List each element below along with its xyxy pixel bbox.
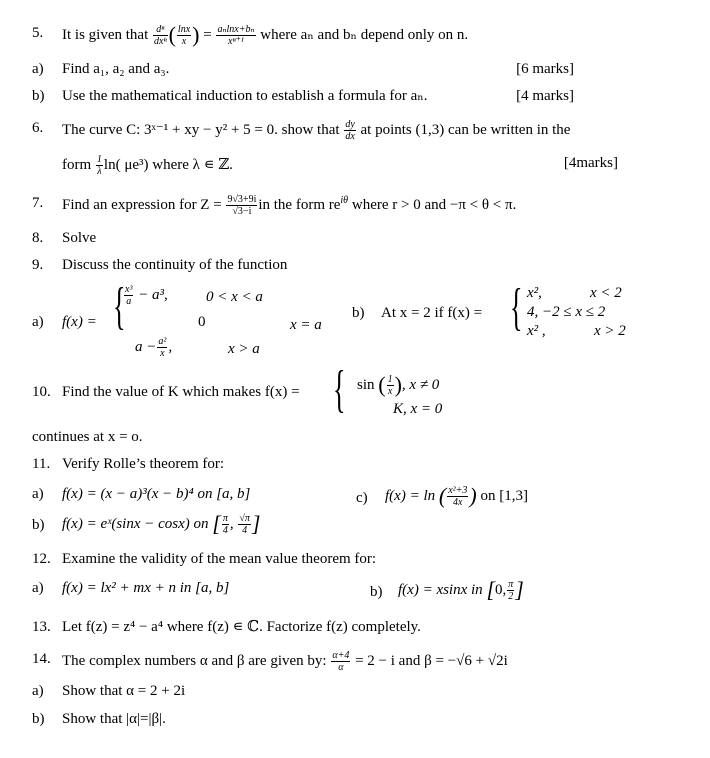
question-text: Solve — [62, 230, 97, 246]
inner-fraction: $\frac{\ln x}{x}$ — [177, 24, 191, 47]
question-intro: It is given that — [62, 26, 149, 43]
alpha-fraction: $\frac{\alpha+4}{\alpha}$ — [332, 650, 350, 673]
part-label: c) — [356, 490, 368, 506]
part-label: b) — [370, 584, 383, 600]
question-text: The complex numbers α and β are given by: — [62, 652, 327, 669]
marks-label: [4 marks] — [516, 88, 574, 104]
part-label: b) — [352, 305, 365, 321]
case-1-condition: x < 2 — [590, 285, 622, 301]
case-1-value: x², — [527, 285, 542, 301]
one-over-lambda: $\frac{1}{\lambda}$ — [96, 154, 102, 177]
part-text: Use the mathematical induction to establish a formula for aₙ. — [62, 88, 428, 104]
marks-label: [6 marks] — [516, 61, 574, 77]
case-2-value: 4, −2 ≤ x ≤ 2 — [527, 304, 606, 320]
piecewise-brace: { — [510, 279, 523, 336]
question-text: Find the value of K which makes f(x) = — [62, 384, 300, 400]
part-text: f(x) = xsinx in [0, $\frac{\pi}{2}$ ] — [398, 577, 524, 603]
question-text-cont: = 2 − i and β = −√6 + √2i — [355, 652, 508, 669]
part-text: Show that α = 2 + 2i — [62, 683, 186, 699]
question-text-tail: continues at x = o. — [32, 429, 143, 445]
case-1-condition: 0 < x < a — [206, 289, 263, 305]
question-number: 9. — [32, 257, 44, 273]
part-label: a) — [32, 314, 44, 330]
question-text: Verify Rolle’s theorem for: — [62, 456, 225, 472]
case-3-condition: x > a — [228, 341, 260, 357]
part-label: b) — [32, 711, 45, 727]
form-expression: ln( μe³) where λ ∊ ℤ. — [103, 156, 233, 173]
derivative-operator: $\frac{\text{dⁿ}}{\text{dxⁿ}}$ — [154, 24, 167, 47]
question-number: 14. — [32, 651, 51, 667]
question-number: 8. — [32, 230, 44, 246]
case-2-value: 0 — [198, 314, 206, 330]
case-1-value: sin ( $\frac{1}{x}$ ), x ≠ 0 — [357, 372, 440, 398]
question-text-cont: in the form re — [258, 196, 341, 213]
piecewise-brace: { — [113, 278, 126, 335]
question-text: Let f(z) = z⁴ − a⁴ where f(z) ∊ ℂ. Factorize f(z) completely. — [62, 619, 421, 635]
part-text: f(x) = lx² + mx + n in [a, b] — [62, 580, 230, 596]
question-number: 12. — [32, 551, 51, 567]
question-text: Discuss the continuity of the function — [62, 257, 288, 273]
question-number: 6. — [32, 120, 44, 136]
part-label: a) — [32, 580, 44, 596]
part-label: a) — [32, 61, 44, 77]
question-text: The curve C: 3ˣ⁻¹ + xy − y² + 5 = 0. show that — [62, 121, 340, 138]
case-1-value: $\frac{\text{x³}}{a}$ − a³, — [125, 284, 168, 307]
question-text-tail: where r > 0 and −π < θ < π. — [351, 196, 517, 213]
case-3-condition: x > 2 — [594, 323, 626, 339]
z-fraction: $\frac{9√3+9i}{√3-i}$ — [227, 194, 257, 217]
question-text-cont: at points (1,3) can be written in the — [360, 121, 571, 138]
part-text: At x = 2 if f(x) = — [381, 305, 483, 321]
function-lhs: f(x) = — [62, 314, 97, 330]
case-3-value: a − $\frac{\text{a²}}{x}$ , — [135, 336, 173, 359]
case-3-value: x² , — [527, 323, 546, 339]
part-text: f(x) = ln ( $\frac{\text{x²+3}}{4x}$ ) on [1,3] — [385, 483, 528, 509]
question-text: Examine the validity of the mean value theorem for: — [62, 551, 377, 567]
question-number: 10. — [32, 384, 51, 400]
part-label: a) — [32, 683, 44, 699]
question-number: 13. — [32, 619, 51, 635]
marks-label: [4marks] — [563, 155, 618, 171]
case-2-condition: x = a — [290, 317, 322, 333]
question-number: 11. — [32, 456, 51, 472]
part-label: b) — [32, 88, 45, 104]
piecewise-brace: { — [333, 361, 346, 418]
form-label: form — [62, 156, 92, 173]
part-text: f(x) = eˣ(sinx − cosx) on [ $\frac{\pi}{4}$ , $\frac{√\pi}{4}$ ] — [62, 511, 261, 537]
question-number: 5. — [32, 25, 44, 41]
part-text: Find a₁, a₂ and a₃. — [62, 61, 170, 77]
part-text: f(x) = (x − a)³(x − b)⁴ on [a, b] — [62, 486, 251, 502]
question-number: 7. — [32, 195, 44, 211]
rhs-fraction: $\frac{\text{aₙlnx+bₙ}}{\text{xⁿ⁺¹}}$ — [217, 24, 255, 47]
question-tail: where aₙ and bₙ depend only on n. — [260, 26, 469, 43]
part-label: b) — [32, 517, 45, 533]
part-label: a) — [32, 486, 44, 502]
question-text: Find an expression for Z = — [62, 196, 222, 213]
case-2-value: K, x = 0 — [393, 401, 443, 417]
part-text: Show that |α|=|β|. — [62, 711, 166, 727]
dy-dx-fraction: $\frac{dy}{dx}$ — [345, 119, 355, 142]
